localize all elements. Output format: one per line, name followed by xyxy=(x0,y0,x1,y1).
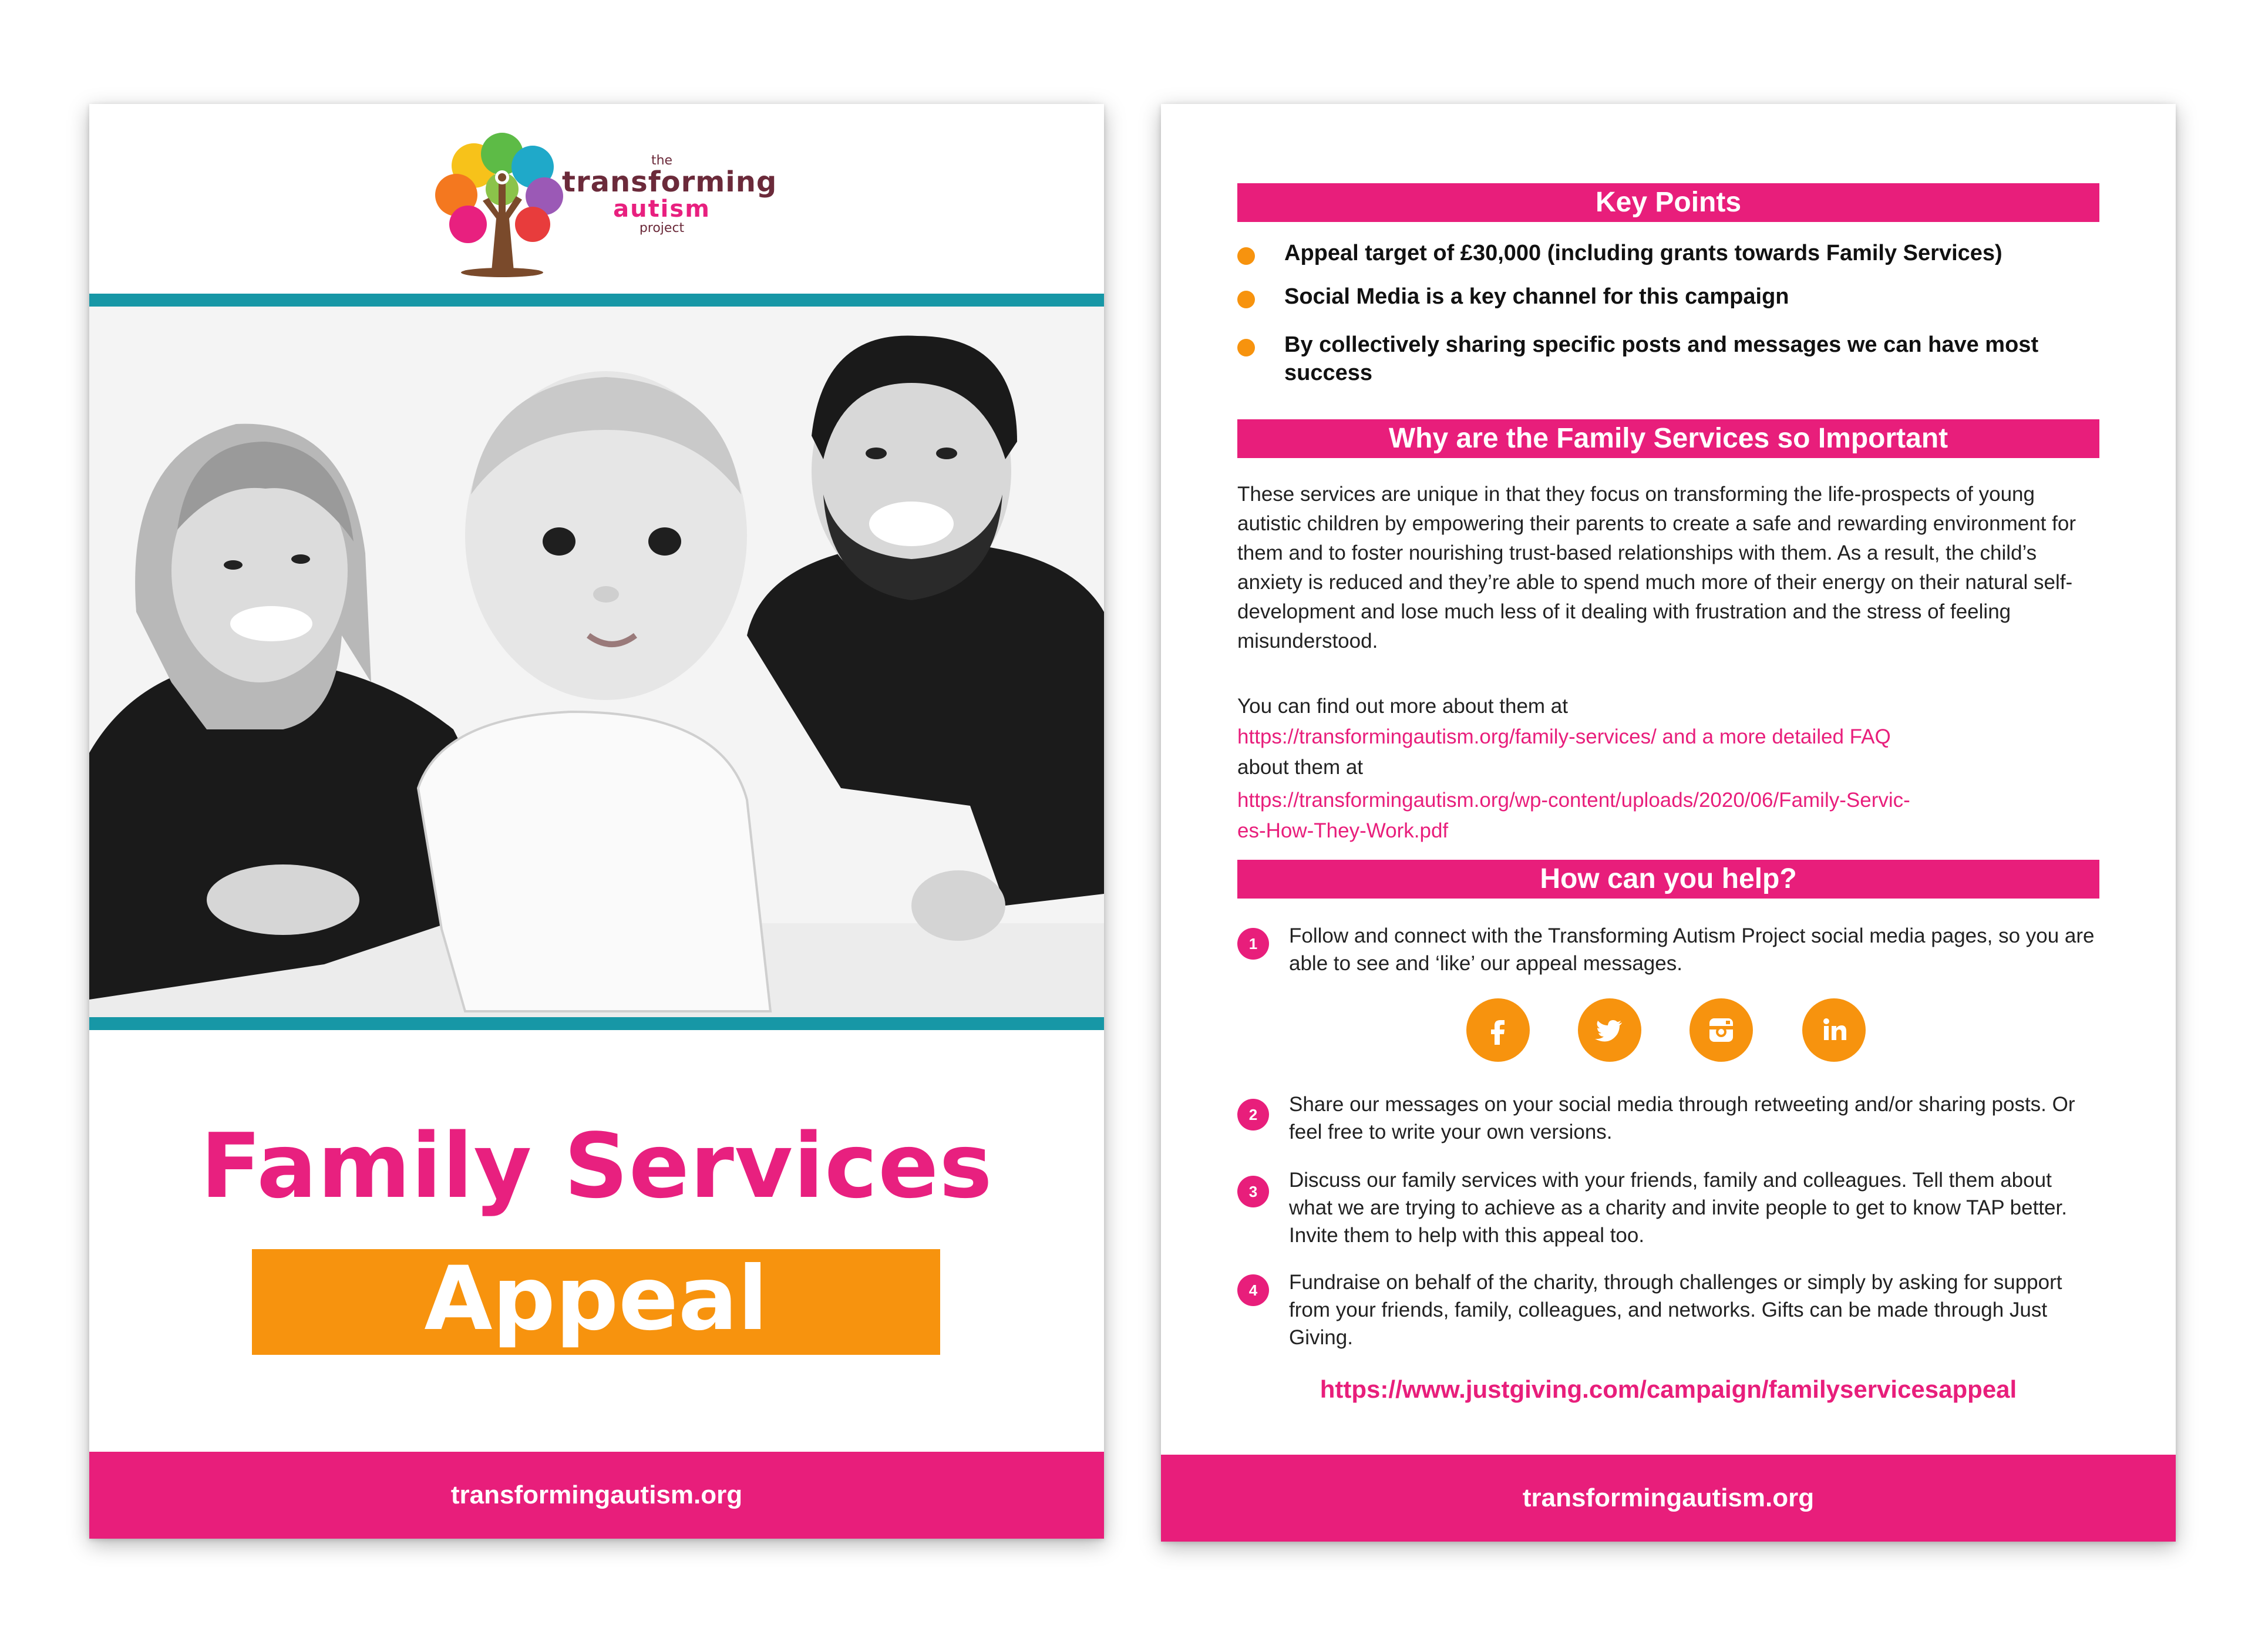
key-point-item xyxy=(1237,282,2099,311)
step-number-badge: 1 xyxy=(1237,928,1269,960)
facebook-icon[interactable] xyxy=(1466,998,1530,1062)
logo-line-project: project xyxy=(639,221,685,236)
justgiving-link[interactable]: https://www.justgiving.com/campaign/familyservicesappeal xyxy=(1320,1375,2017,1403)
linkedin-icon[interactable] xyxy=(1802,998,1866,1062)
family-photo xyxy=(89,307,1104,1017)
step-text: Follow and connect with the Transforming Autism Project social media pages, so you are able to see and ‘like’ our appeal messages. xyxy=(1289,924,2095,975)
faq-pdf-link-line2[interactable]: es-How-They-Work.pdf xyxy=(1237,819,1449,842)
help-step xyxy=(1237,1269,2099,1351)
key-points-list xyxy=(1237,239,2099,387)
tree-logo-icon xyxy=(433,130,568,277)
step-text: Share our messages on your social media through retweeting and/or sharing posts. Or feel free to write your own versions. xyxy=(1289,1093,2075,1143)
find-out-more xyxy=(1237,691,2099,846)
back-footer-url[interactable]: transformingautism.org xyxy=(1161,1455,2176,1542)
step-number-badge: 2 xyxy=(1237,1099,1269,1131)
bullet-dot-icon xyxy=(1237,247,1255,265)
find-out-prefix: You can find out more about them at xyxy=(1237,695,1568,718)
logo-line-transforming: transforming xyxy=(562,166,778,199)
bullet-dot-icon xyxy=(1237,339,1255,356)
key-point-item xyxy=(1237,239,2099,267)
key-points-heading: Key Points xyxy=(1237,183,2099,222)
logo-line-autism: autism xyxy=(613,196,711,223)
appeal-banner-text: Appeal xyxy=(424,1248,768,1350)
logo-line-the: the xyxy=(651,153,673,168)
help-step xyxy=(1237,922,2099,977)
find-out-mid: about them at xyxy=(1237,756,1364,779)
twitter-icon[interactable] xyxy=(1578,998,1641,1062)
teal-divider-top xyxy=(89,294,1104,307)
step-text: Discuss our family services with your friends, family and colleagues. Tell them about what we are trying to achieve as a charity and invite people to get to know TAP better. Invite them to help with this appeal too. xyxy=(1289,1169,2067,1247)
bullet-dot-icon xyxy=(1237,291,1255,308)
help-step xyxy=(1237,1166,2099,1249)
logo-wordmark xyxy=(562,153,778,236)
family-services-link[interactable]: https://transformingautism.org/family-services/ and a more detailed FAQ xyxy=(1237,725,1891,748)
how-help-heading: How can you help? xyxy=(1237,860,2099,899)
teal-divider-bottom xyxy=(89,1017,1104,1030)
instagram-icon[interactable] xyxy=(1689,998,1753,1062)
front-footer-url[interactable]: transformingautism.org xyxy=(89,1452,1104,1539)
back-page xyxy=(1161,104,2176,1542)
page-title: Family Services xyxy=(200,1114,993,1218)
transforming-autism-logo xyxy=(433,130,778,277)
key-point-text: By collectively sharing specific posts and messages we can have most success xyxy=(1284,332,2039,385)
step-number-badge: 3 xyxy=(1237,1176,1269,1207)
why-important-heading: Why are the Family Services so Important xyxy=(1237,419,2099,458)
front-page xyxy=(89,104,1104,1539)
why-important-paragraph: These services are unique in that they focus on transforming the life-prospects of young autistic children by empowering their parents to create a safe and rewarding environment for them and to foster nourishing trust-based relationships with them. As a result, the child’s anxiety is reduced and they’re able to spend much more of their energy on their natural self-development and lose much less of it dealing with frustration and the stress of feeling misunderstood. xyxy=(1237,483,2076,652)
step-number-badge: 4 xyxy=(1237,1274,1269,1306)
key-point-text: Appeal target of £30,000 (including grants towards Family Services) xyxy=(1284,241,2002,265)
social-media-icons xyxy=(1466,998,1877,1063)
key-point-text: Social Media is a key channel for this campaign xyxy=(1284,284,1789,309)
help-step xyxy=(1237,1091,2099,1146)
key-point-item xyxy=(1237,331,2099,387)
faq-pdf-link-line1[interactable]: https://transformingautism.org/wp-content/uploads/2020/06/Family-Servic- xyxy=(1237,789,1910,812)
family-photo-illustration xyxy=(89,307,1104,1017)
appeal-banner xyxy=(252,1249,940,1355)
step-text: Fundraise on behalf of the charity, through challenges or simply by asking for support from your friends, family, colleagues, and networks. Gifts can be made through Just Giving. xyxy=(1289,1271,2062,1349)
